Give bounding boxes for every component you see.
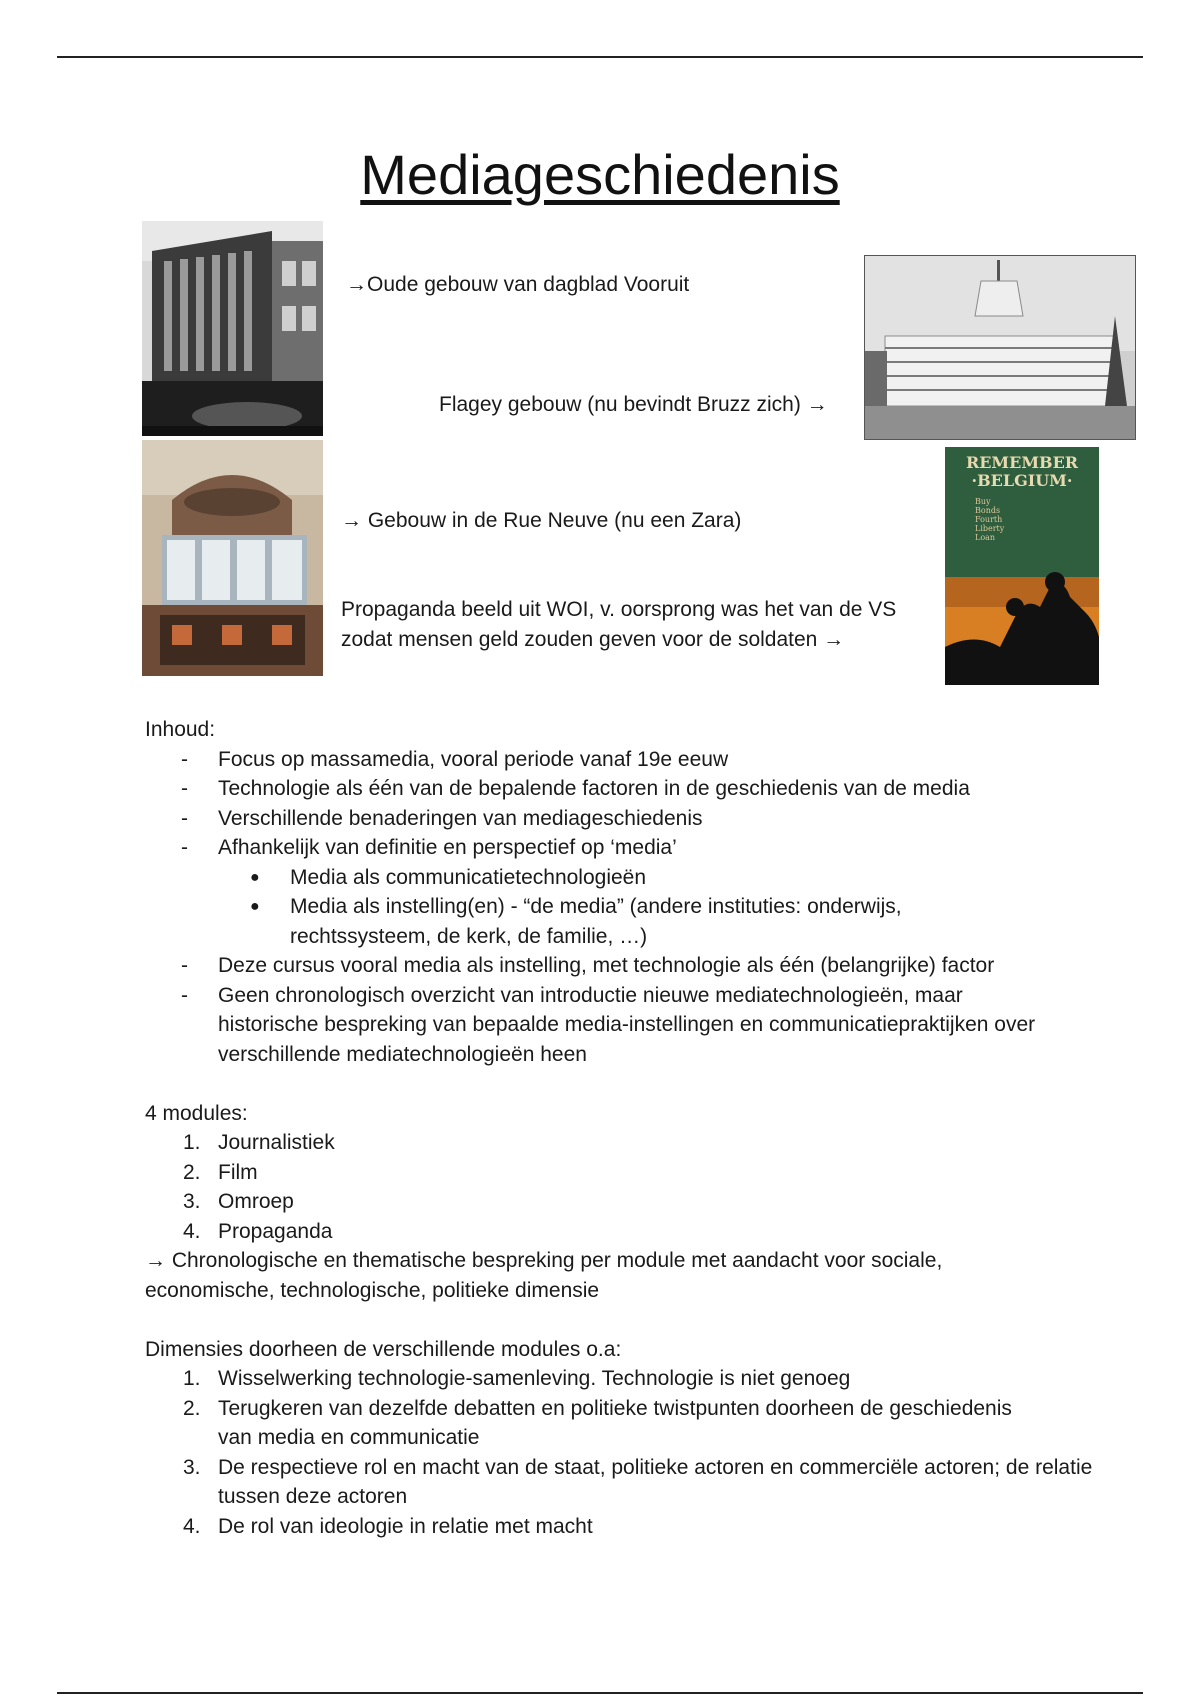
rue-neuve-building-photo — [142, 440, 323, 676]
caption-propaganda-line1: Propaganda beeld uit WOI, v. oorsprong was het van de VS — [341, 598, 897, 621]
caption-vooruit: →Oude gebouw van dagblad Vooruit — [346, 273, 690, 296]
poster-heading-line2: ·BELGIUM· — [971, 471, 1073, 490]
list-item: - Verschillende benaderingen van mediageschiedenis — [181, 806, 703, 830]
list-item: 4. De rol van ideologie in relatie met macht — [183, 1514, 593, 1538]
inhoud-list-after — [145, 951, 1095, 1069]
modules-note: → Chronologische en thematische bespreking per module met aandacht voor sociale, economische, technologische, politieke dimensie — [145, 1249, 943, 1302]
remember-belgium-poster — [945, 447, 1099, 685]
list-item: 4. Propaganda — [183, 1219, 333, 1243]
modules-heading: 4 modules: — [145, 1101, 248, 1125]
inhoud-list — [145, 745, 1095, 863]
caption-propaganda-line2: zodat mensen geld zouden geven voor de soldaten → — [341, 628, 845, 651]
page-title: Mediageschiedenis — [360, 143, 840, 206]
caption-flagey: Flagey gebouw (nu bevindt Bruzz zich) → — [439, 393, 828, 416]
list-item: - Afhankelijk van definitie en perspectief op ‘media’ — [181, 836, 677, 859]
list-item: 1. Journalistiek — [183, 1131, 335, 1154]
list-item: - Focus op massamedia, vooral periode vanaf 19e eeuw — [181, 747, 729, 771]
dimensies-heading: Dimensies doorheen de verschillende modules o.a: — [145, 1337, 622, 1361]
list-item: 3. De respectieve rol en macht van de staat, politieke actoren en commerciële actoren; de relatie tussen deze actoren — [183, 1455, 1093, 1508]
modules-list — [145, 1128, 1095, 1246]
flagey-building-photo — [864, 255, 1136, 440]
list-item: - Technologie als één van de bepalende factoren in de geschiedenis van de media — [181, 777, 970, 800]
document-body — [145, 715, 1095, 1541]
footer-rule — [57, 1692, 1143, 1694]
inhoud-heading: Inhoud: — [145, 718, 216, 741]
list-item: 1. Wisselwerking technologie-samenleving. Technologie is niet genoeg — [183, 1367, 851, 1390]
inhoud-sublist — [145, 863, 1095, 952]
poster-subtext: Buy Bonds Fourth Liberty Loan — [975, 497, 1005, 542]
list-item: 2. Terugkeren van dezelfde debatten en politieke twistpunten doorheen de geschiedenis van media en communicatie — [183, 1396, 1012, 1449]
list-item: 3. Omroep — [183, 1190, 294, 1213]
caption-rue-neuve: → Gebouw in de Rue Neuve (nu een Zara) — [341, 509, 742, 532]
list-item: 2. Film — [183, 1160, 258, 1184]
list-item: ● Media als instelling(en) - “de media” (andere instituties: onderwijs, rechtssysteem, de kerk, de familie, …) — [250, 895, 902, 948]
list-item: - Deze cursus vooral media als instelling, met technologie als één (belangrijke) factor — [181, 954, 995, 977]
dimensies-list — [145, 1364, 1095, 1541]
poster-heading-line1: REMEMBER — [965, 453, 1079, 472]
list-item: - Geen chronologisch overzicht van introductie nieuwe mediatechnologieën, maar historische bespreking van bepaalde media-instellingen en communicatiepraktijken over verschillende mediatechnologieën heen — [181, 983, 1036, 1066]
list-item: ● Media als communicatietechnologieën — [250, 865, 647, 889]
vooruit-building-photo — [142, 221, 323, 436]
header-rule — [57, 56, 1143, 58]
